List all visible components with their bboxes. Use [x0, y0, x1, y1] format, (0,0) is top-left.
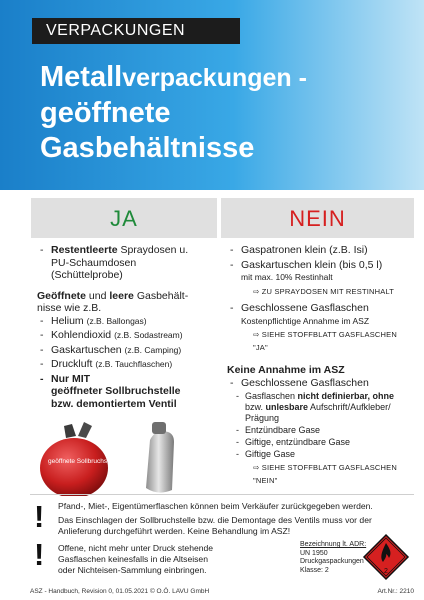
group-intro: Geöffnete und leere Gasbehält- nisse wie z.B. — [37, 289, 189, 314]
list-item: - Nur MIT geöffneter Sollbruchstelle bzw. demontiertem Ventil — [37, 373, 211, 411]
category-tag: VERPACKUNGEN — [32, 18, 240, 44]
flammable-gas-hazard-icon — [362, 533, 410, 581]
list-item: - Gaskartuschen klein (bis 0,5 l) mit max. 10% Restinhalt — [227, 259, 408, 284]
list-item: - Geschlossene Gasflaschen — [227, 377, 408, 390]
list-item: - Kohlendioxid (z.B. Sodastream) — [37, 329, 211, 342]
page-title — [40, 60, 400, 166]
ja-heading: JA — [31, 198, 217, 238]
grey-canister-shape — [146, 431, 174, 493]
note-deposit: Pfand-, Miet-, Eigentümerflaschen können beim Verkäufer zurückgegeben werden. — [58, 501, 373, 511]
nein-list — [221, 238, 414, 487]
valve-shape — [64, 424, 76, 438]
grey-valve-shape — [152, 422, 166, 434]
gas-canister-image — [38, 416, 188, 496]
hazard-class-label: 2 — [384, 568, 388, 575]
list-item: - Druckluft (z.B. Tauchflaschen) — [37, 358, 211, 371]
list-item: - Helium (z.B. Ballongas) — [37, 315, 211, 328]
nein-heading: NEIN — [221, 198, 414, 238]
title-line3: Gasbehältnisse — [40, 132, 255, 164]
cross-reference: ⇨ SIEHE STOFFBLATT GASFLASCHEN "NEIN" — [253, 463, 397, 485]
ja-column — [31, 198, 217, 412]
divider — [30, 494, 414, 495]
list-item: - Gaspatronen klein (z.B. Isi) — [227, 244, 408, 257]
sub-item: - Gasflaschen nicht definierbar, ohne bzw. unlesbare Aufschrift/Aufkleber/ Prägung — [227, 391, 408, 424]
image-caption: geöffnete Sollbruchstelle — [48, 458, 120, 465]
title-rest: verpackungen - — [122, 64, 307, 92]
cross-reference: ⇨ SIEHE STOFFBLATT GASFLASCHEN "JA" — [253, 330, 397, 352]
exclamation-icon: ! — [34, 537, 45, 572]
adr-info: Bezeichnung lt. ADR: UN 1950 Druckgaspackungen Klasse: 2 — [300, 541, 367, 574]
list-item: - Geschlossene Gasflaschen Kostenpflichtige Annahme im ASZ — [227, 302, 408, 327]
section-title: Keine Annahme im ASZ — [227, 364, 345, 376]
note-preparation: Das Einschlagen der Sollbruchstelle bzw. die Demontage des Ventils muss vor der Anlieferung durchgeführt werden. Keine Behandlung im ASZ! — [58, 515, 372, 536]
header-banner — [0, 0, 424, 190]
list-item: - Restentleerte Spraydosen u. PU-Schaumdosen (Schüttelprobe) — [37, 244, 211, 282]
footer-article-number: Art.Nr.: 2210 — [377, 588, 414, 595]
nein-column — [221, 198, 414, 491]
footer — [30, 588, 414, 595]
list-item: - Gaskartuschen (z.B. Camping) — [37, 344, 211, 357]
sub-item: - Giftige Gase — [227, 449, 408, 460]
title-bold: Metall — [40, 61, 123, 93]
red-canister-shape — [40, 438, 108, 496]
ja-list — [31, 238, 217, 410]
note-scrap: Offene, nicht mehr unter Druck stehende Gasflaschen keinesfalls in die Altseisen oder Nichteisen-Sammlung einbringen. — [58, 543, 214, 575]
title-line2: geöffnete — [40, 97, 171, 129]
handle-shape — [78, 422, 92, 438]
sub-item: - Giftige, entzündbare Gase — [227, 437, 408, 448]
sub-item: - Entzündbare Gase — [227, 425, 408, 436]
cross-reference: ⇨ ZU SPRAYDOSEN MIT RESTINHALT — [253, 286, 395, 296]
exclamation-icon: ! — [34, 499, 45, 534]
footer-revision: ASZ - Handbuch, Revision 0, 01.05.2021 © O.Ö. LAVU GmbH — [30, 588, 210, 595]
